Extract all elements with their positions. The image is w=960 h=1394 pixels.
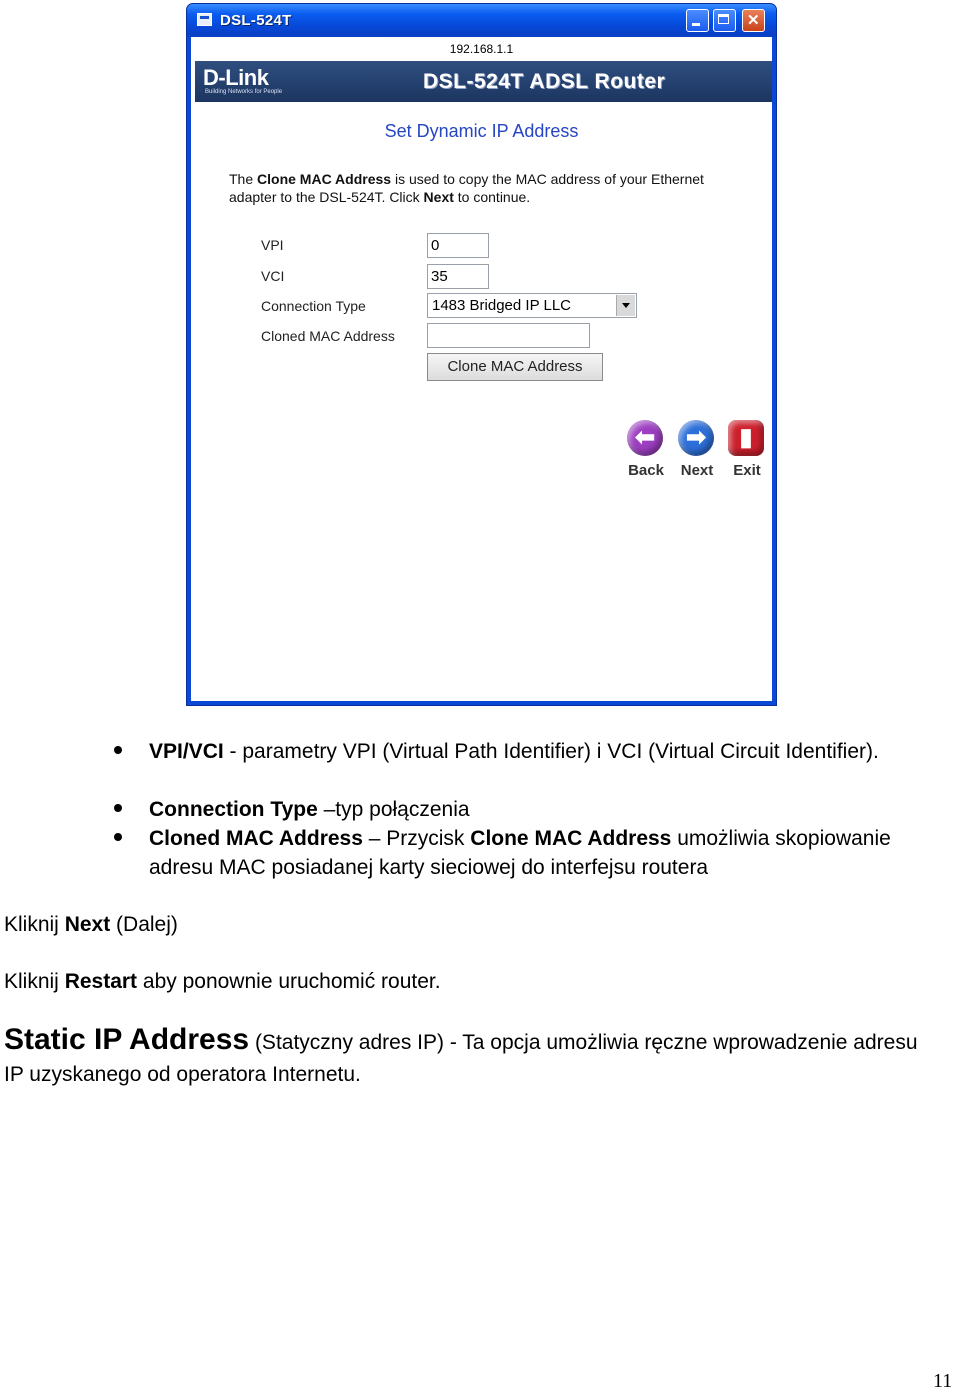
- next-label: Next: [680, 462, 714, 479]
- desc-bold-next: Next: [423, 189, 454, 205]
- bullet-term: VPI/VCI: [149, 740, 224, 763]
- static-ip-text: (Statyczny adres IP) - Ta opcja umożliwia ręczne wprowadzenie adresu IP uzyskanego od operatora Internetu.: [4, 1031, 918, 1086]
- cloned-mac-input[interactable]: [427, 323, 590, 348]
- bullet-term: Cloned MAC Address: [149, 827, 363, 850]
- bullet-text: –typ połączenia: [317, 798, 470, 821]
- connection-type-value: 1483 Bridged IP LLC: [432, 297, 571, 314]
- exit-label: Exit: [733, 462, 761, 479]
- desc-text: is used to copy the MAC address of your Ethernet adapter to the DSL-524T. Click: [229, 171, 704, 205]
- bullet-term: Connection Type: [149, 798, 318, 821]
- instruction-bold: Restart: [64, 970, 138, 993]
- desc-text: The: [229, 171, 258, 187]
- connection-type-select[interactable]: [427, 293, 637, 318]
- bullet-text: - parametry VPI (Virtual Path Identifier) i VCI (Virtual Circuit Identifier).: [223, 740, 879, 763]
- bullet-vpi-vci: [149, 737, 949, 766]
- router-address: 192.168.1.1: [449, 42, 514, 56]
- page-heading: Set Dynamic IP Address: [384, 121, 579, 141]
- cloned-mac-label: Cloned MAC Address: [261, 328, 395, 344]
- router-window: [186, 3, 777, 706]
- bullet-cloned-mac: [149, 824, 949, 882]
- bullet-dot: [114, 804, 122, 812]
- arrow-left-icon: ⬅: [634, 424, 656, 451]
- back-button[interactable]: [622, 420, 666, 484]
- instruction-text: aby ponownie uruchomić router.: [137, 970, 441, 993]
- dlink-logo: D-Link: [203, 65, 269, 90]
- instruction-text: Kliknij: [4, 913, 65, 936]
- bullet-connection-type: [149, 795, 949, 824]
- bullet-text: umożliwia skopiowanie adresu MAC posiadanej karty sieciowej do interfejsu routera: [149, 827, 891, 879]
- dlink-tagline: Building Networks for People: [205, 89, 283, 95]
- vpi-input[interactable]: 0: [427, 233, 489, 258]
- bullet-dot: [114, 746, 122, 754]
- static-ip-paragraph: [4, 1024, 924, 1091]
- instruction-next: [4, 910, 178, 939]
- connection-type-label: Connection Type: [261, 298, 366, 314]
- clone-mac-button[interactable]: Clone MAC Address: [427, 353, 603, 381]
- vpi-label: VPI: [261, 237, 284, 253]
- bullet-term: Clone MAC Address: [470, 827, 672, 850]
- page-description: [229, 170, 729, 206]
- desc-bold-clone: Clone MAC Address: [257, 171, 392, 187]
- window-titlebar[interactable]: [187, 4, 776, 37]
- product-title: DSL-524T ADSL Router: [423, 70, 666, 93]
- bullet-text: – Przycisk: [362, 827, 471, 850]
- window-icon: [197, 13, 212, 26]
- arrow-right-icon: ➡: [685, 424, 707, 451]
- instruction-text: (Dalej): [110, 913, 178, 936]
- bullet-dot: [114, 833, 122, 841]
- instruction-bold: Next: [64, 913, 111, 936]
- static-ip-heading: Static IP Address: [4, 1023, 250, 1056]
- dlink-banner: [195, 61, 772, 102]
- page-number: 11: [933, 1370, 953, 1392]
- minimize-button[interactable]: [686, 9, 709, 32]
- close-button[interactable]: [742, 9, 765, 32]
- desc-text: to continue.: [453, 189, 531, 205]
- door-icon: ▮: [739, 424, 753, 451]
- next-button[interactable]: [673, 420, 717, 484]
- maximize-button[interactable]: [713, 9, 736, 32]
- window-client-area: [191, 37, 772, 701]
- instruction-text: Kliknij: [4, 970, 65, 993]
- instruction-restart: [4, 967, 441, 996]
- back-label: Back: [628, 462, 664, 479]
- exit-button[interactable]: [723, 420, 767, 484]
- vci-input[interactable]: 35: [427, 264, 489, 289]
- window-title: DSL-524T: [220, 12, 292, 29]
- chevron-down-icon[interactable]: [616, 295, 635, 316]
- vci-label: VCI: [261, 268, 285, 284]
